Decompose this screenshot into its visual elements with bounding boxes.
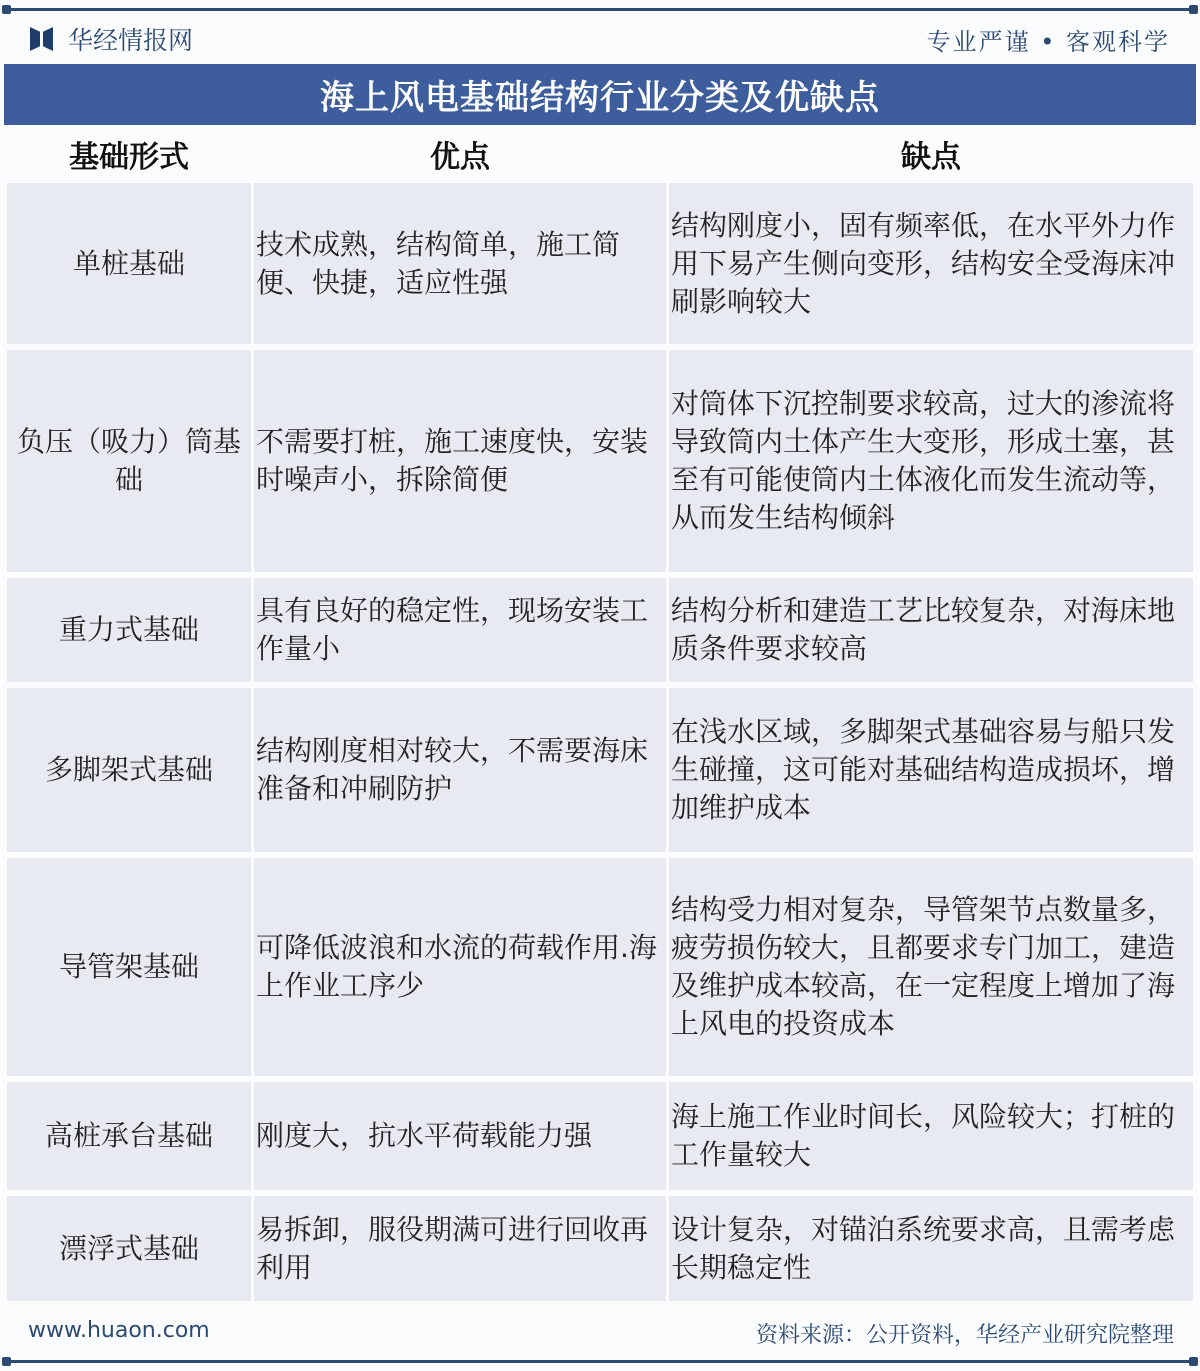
- cons-cell: 设计复杂，对锚泊系统要求高，且需考虑长期稳定性: [669, 1196, 1193, 1307]
- foundation-type: 高桩承台基础: [7, 1082, 251, 1196]
- cons-cell: 海上施工作业时间长，风险较大；打桩的工作量较大: [669, 1082, 1193, 1196]
- pros-cell: 技术成熟，结构简单，施工简便、快捷，适应性强: [254, 183, 666, 350]
- footer: [28, 1318, 1174, 1349]
- brand-name: 华经情报网: [68, 26, 194, 55]
- table-row: [7, 183, 1193, 350]
- foundation-type: 重力式基础: [7, 578, 251, 688]
- brand: [30, 21, 193, 57]
- cons-cell: 在浅水区域，多脚架式基础容易与船只发生碰撞，这可能对基础结构造成损坏，增加维护成本: [669, 688, 1193, 858]
- table-row: [7, 578, 1193, 688]
- table-row: [7, 1196, 1193, 1307]
- table-row: [7, 1082, 1193, 1196]
- foundation-type: 多脚架式基础: [7, 688, 251, 858]
- table-row: [7, 858, 1193, 1082]
- column-header-pros: 优点: [430, 140, 490, 175]
- pros-cell: 易拆卸，服役期满可进行回收再利用: [254, 1196, 666, 1307]
- cons-cell: 对筒体下沉控制要求较高，过大的渗流将导致筒内土体产生大变形，形成土塞，甚至有可能使筒内土体液化而发生流动等，从而发生结构倾斜: [669, 350, 1193, 578]
- column-header-cons: 缺点: [901, 140, 961, 175]
- source-note: 资料来源：公开资料，华经产业研究院整理: [755, 1323, 1174, 1348]
- bottom-rule: [4, 1360, 1196, 1363]
- table-row: [7, 688, 1193, 858]
- logo-icon: [30, 27, 56, 51]
- cons-cell: 结构受力相对复杂，导管架节点数量多，疲劳损伤较大，且都要求专门加工，建造及维护成本较高，在一定程度上增加了海上风电的投资成本: [669, 858, 1193, 1082]
- page-title: 海上风电基础结构行业分类及优缺点: [4, 64, 1196, 125]
- foundation-type: 导管架基础: [7, 858, 251, 1082]
- slogan: 专业严谨 • 客观科学: [926, 27, 1170, 56]
- table-row: [7, 350, 1193, 578]
- cons-cell: 结构刚度小，固有频率低，在水平外力作用下易产生侧向变形，结构安全受海床冲刷影响较大: [669, 183, 1193, 350]
- top-bar: [0, 16, 1200, 62]
- pros-cell: 刚度大，抗水平荷载能力强: [254, 1082, 666, 1196]
- pros-cell: 具有良好的稳定性，现场安装工作量小: [254, 578, 666, 688]
- foundation-type: 单桩基础: [7, 183, 251, 350]
- pros-cell: 结构刚度相对较大，不需要海床准备和冲刷防护: [254, 688, 666, 858]
- cons-cell: 结构分析和建造工艺比较复杂，对海床地质条件要求较高: [669, 578, 1193, 688]
- pros-cell: 不需要打桩，施工速度快，安装时噪声小，拆除简便: [254, 350, 666, 578]
- comparison-table: [4, 125, 1196, 1307]
- foundation-type: 漂浮式基础: [7, 1196, 251, 1307]
- top-rule: [4, 8, 1196, 11]
- website-link[interactable]: www.huaon.com: [28, 1318, 210, 1343]
- column-header-type: 基础形式: [69, 140, 189, 175]
- pros-cell: 可降低波浪和水流的荷载作用.海上作业工序少: [254, 858, 666, 1082]
- foundation-type: 负压（吸力）筒基础: [7, 350, 251, 578]
